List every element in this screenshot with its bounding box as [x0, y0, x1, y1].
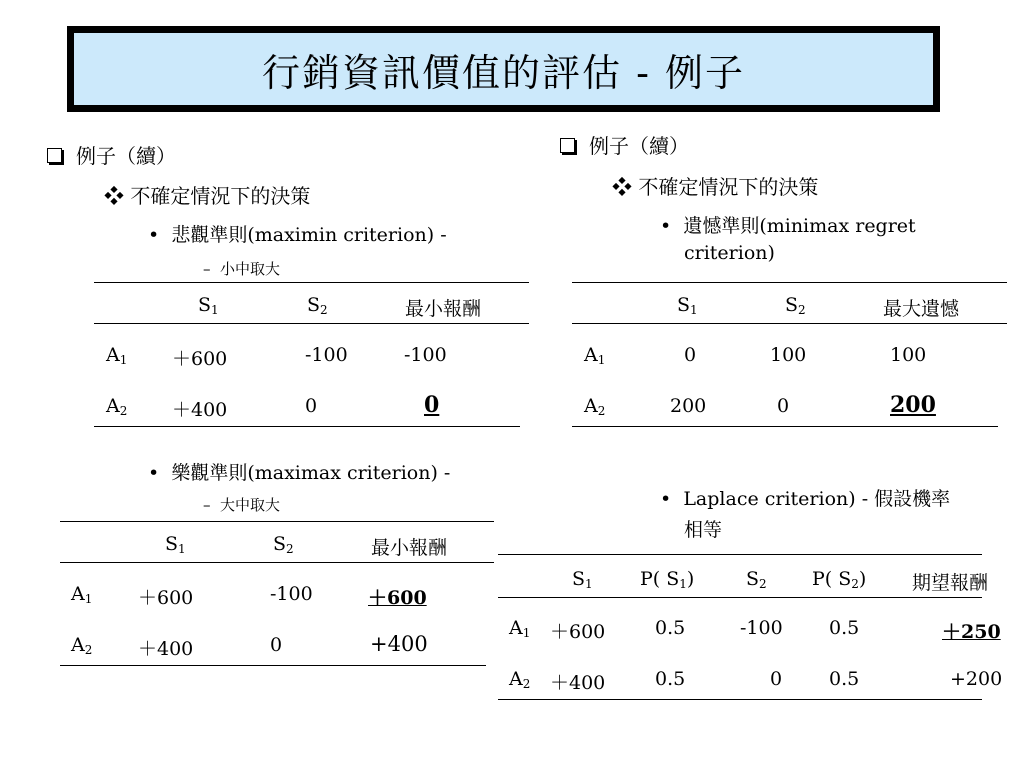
page-title: 行銷資訊價值的評估 - 例子	[262, 50, 745, 95]
table-cell: 0	[305, 395, 318, 417]
header-min-payoff: 最小報酬	[371, 537, 448, 559]
header-p-s2: P( $S_2$)	[812, 568, 867, 591]
header-min-payoff: 最小報酬	[405, 298, 482, 320]
dot-bullet-icon: •	[148, 224, 160, 246]
header-p-s1: P( $S_1$)	[640, 568, 695, 591]
header-s2: $S_2$	[273, 533, 294, 556]
table-cell: 100	[770, 344, 807, 366]
table-rule	[498, 699, 982, 700]
right-subheading	[612, 171, 818, 200]
table-rule	[94, 426, 520, 427]
table-cell: ＋400	[138, 638, 194, 660]
dash-bullet-icon: –	[203, 260, 211, 278]
table-rule	[572, 282, 1007, 283]
table-cell: ＋400	[550, 672, 606, 694]
header-s1: $S_1$	[198, 294, 219, 317]
row-label: $A_2$	[584, 395, 606, 418]
table-rule	[60, 665, 486, 666]
row-label: $A_1$	[71, 583, 93, 606]
table-cell: -100	[270, 583, 313, 605]
highlight-cell: ＋250	[942, 621, 1001, 643]
table-cell: 0	[270, 634, 283, 656]
table-cell: 0	[684, 344, 697, 366]
diamond-bullet-icon: ❖	[612, 175, 632, 199]
table-rule	[572, 426, 998, 427]
table-cell: ＋600	[550, 621, 606, 643]
table-rule	[94, 282, 529, 283]
header-max-regret: 最大遺憾	[883, 298, 960, 320]
optimistic-label-text: 樂觀準則(maximax criterion) -	[171, 462, 451, 484]
header-s2: $S_2$	[307, 294, 328, 317]
table-cell: 0	[777, 395, 790, 417]
left-subheading-text: 不確定情況下的決策	[130, 184, 311, 208]
right-heading	[560, 130, 689, 159]
regret-label-text: 遺憾準則(minimax regret	[683, 215, 916, 237]
highlight-cell: 200	[890, 392, 936, 418]
regret-label-cont: criterion)	[684, 242, 775, 264]
pessimistic-label-text: 悲觀準則(maximin criterion) -	[171, 224, 447, 246]
table-cell: +200	[950, 668, 1003, 690]
row-label: $A_1$	[106, 344, 128, 367]
square-bullet-icon	[560, 138, 575, 153]
left-heading-text: 例子（續）	[76, 144, 176, 168]
table-rule	[498, 554, 982, 555]
diamond-bullet-icon: ❖	[104, 184, 124, 208]
table-rule	[60, 521, 494, 522]
row-label: $A_2$	[71, 634, 93, 657]
laplace-label	[660, 484, 950, 511]
right-heading-text: 例子（續）	[589, 134, 689, 158]
header-expected-payoff: 期望報酬	[912, 572, 989, 594]
square-bullet-icon	[47, 148, 62, 163]
table-cell: -100	[305, 344, 348, 366]
table-cell: ＋400	[172, 399, 228, 421]
highlight-cell: 0	[424, 392, 440, 418]
row-label: $A_1$	[584, 344, 606, 367]
table-cell: 0.5	[829, 617, 860, 639]
laplace-label-text: Laplace criterion) - 假設機率	[683, 488, 951, 510]
table-cell: -100	[404, 344, 447, 366]
pessimistic-label	[148, 220, 447, 247]
table-cell: 0.5	[829, 668, 860, 690]
table-rule	[94, 323, 529, 324]
table-cell: 0.5	[655, 668, 686, 690]
table-rule	[60, 562, 494, 563]
regret-label	[660, 211, 916, 238]
left-subheading	[104, 180, 310, 209]
header-s2: $S_2$	[785, 294, 806, 317]
dot-bullet-icon: •	[148, 462, 160, 484]
header-s1: $S_1$	[677, 294, 698, 317]
header-s1: $S_1$	[165, 533, 186, 556]
optimistic-sub-text: 大中取大	[220, 496, 281, 514]
dot-bullet-icon: •	[660, 488, 672, 510]
table-cell: 0	[770, 668, 783, 690]
optimistic-label	[148, 458, 450, 485]
header-s1: $S_1$	[572, 568, 593, 591]
title-banner	[67, 26, 940, 112]
highlight-cell: ＋600	[368, 587, 427, 609]
table-cell: 200	[670, 395, 707, 417]
table-cell: 0.5	[655, 617, 686, 639]
laplace-label-cont: 相等	[684, 519, 723, 541]
title-banner-inner	[73, 32, 934, 106]
row-label: $A_1$	[509, 617, 531, 640]
table-cell: ＋600	[138, 587, 194, 609]
table-cell: 100	[890, 344, 927, 366]
header-s2: $S_2$	[746, 568, 767, 591]
dot-bullet-icon: •	[660, 215, 672, 237]
row-label: $A_2$	[106, 395, 128, 418]
table-rule	[572, 323, 1007, 324]
optimistic-sub	[203, 494, 280, 515]
right-subheading-text: 不確定情況下的決策	[638, 175, 819, 199]
table-cell: ＋600	[172, 348, 228, 370]
table-cell: +400	[370, 632, 428, 656]
table-cell: -100	[740, 617, 783, 639]
row-label: $A_2$	[509, 668, 531, 691]
left-heading	[47, 140, 176, 169]
pessimistic-sub	[203, 258, 280, 279]
dash-bullet-icon: –	[203, 496, 211, 514]
pessimistic-sub-text: 小中取大	[220, 260, 281, 278]
table-rule	[498, 597, 982, 598]
